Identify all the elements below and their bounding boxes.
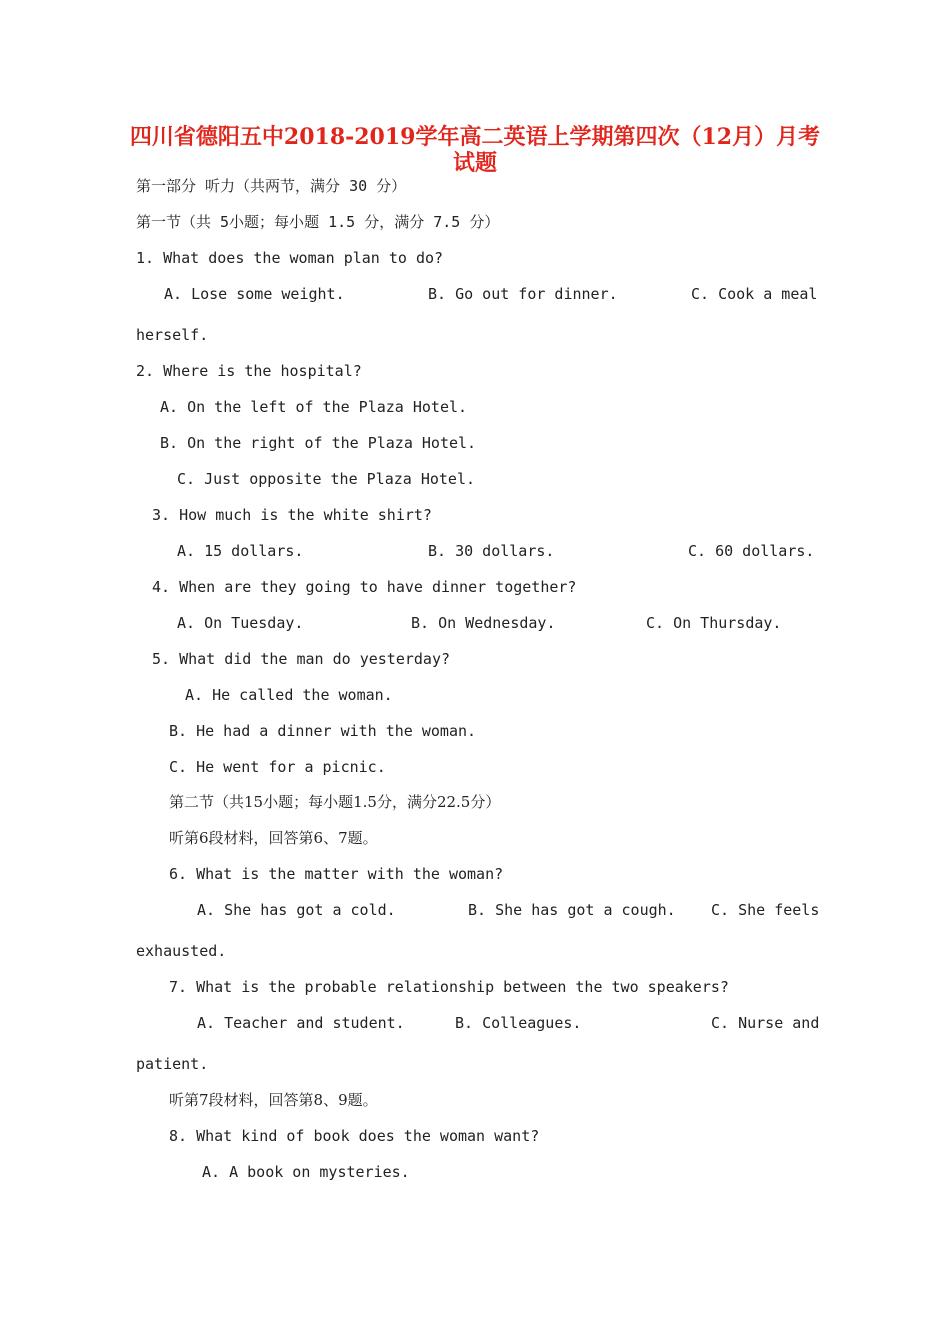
option-b: B. She has got a cough. (468, 901, 676, 919)
option-a: A. He called the woman. (185, 686, 393, 704)
passage-7-instruction: 听第7段材料，回答第8、9题。 (169, 1091, 378, 1109)
question-stem: 8. What kind of book does the woman want? (169, 1127, 540, 1145)
option-a: A. Teacher and student. (197, 1014, 405, 1032)
option-a: A. Lose some weight. (164, 285, 345, 303)
question-stem: 2. Where is the hospital? (136, 362, 362, 380)
question-stem: 5. What did the man do yesterday? (152, 650, 451, 668)
option-c-continued: exhausted. (136, 942, 227, 960)
option-b: B. Go out for dinner. (428, 285, 618, 303)
option-a: A. On the left of the Plaza Hotel. (160, 398, 468, 416)
option-b: B. On the right of the Plaza Hotel. (160, 434, 477, 452)
option-c-continued: patient. (136, 1055, 209, 1073)
section1-heading: 第一节（共 5小题；每小题 1.5 分，满分 7.5 分） (136, 213, 500, 231)
option-c-continued: herself. (136, 326, 209, 344)
option-b: B. He had a dinner with the woman. (169, 722, 477, 740)
part1-heading: 第一部分 听力（共两节，满分 30 分） (136, 177, 407, 195)
question-stem: 6. What is the matter with the woman? (169, 865, 504, 883)
question-stem: 4. When are they going to have dinner together? (152, 578, 577, 596)
option-c: C. Cook a meal (691, 285, 818, 303)
passage-6-instruction: 听第6段材料，回答第6、7题。 (169, 829, 378, 847)
title-line-2: 试题 (452, 150, 497, 176)
option-c: C. Nurse and (711, 1014, 820, 1032)
option-a: A. 15 dollars. (177, 542, 304, 560)
option-c: C. On Thursday. (646, 614, 782, 632)
option-c: C. 60 dollars. (688, 542, 815, 560)
option-c: C. He went for a picnic. (169, 758, 386, 776)
section2-heading: 第二节（共15小题；每小题1.5分，满分22.5分） (169, 793, 501, 811)
option-c: C. Just opposite the Plaza Hotel. (177, 470, 476, 488)
option-a: A. She has got a cold. (197, 901, 396, 919)
option-b: B. Colleagues. (455, 1014, 582, 1032)
option-c: C. She feels (711, 901, 820, 919)
option-b: B. 30 dollars. (428, 542, 555, 560)
option-a: A. On Tuesday. (177, 614, 304, 632)
question-stem: 3. How much is the white shirt? (152, 506, 432, 524)
option-b: B. On Wednesday. (411, 614, 556, 632)
question-stem: 7. What is the probable relationship between the two speakers? (169, 978, 729, 996)
question-stem: 1. What does the woman plan to do? (136, 249, 444, 267)
option-a: A. A book on mysteries. (202, 1163, 410, 1181)
title-line-1: 四川省德阳五中2018-2019学年高二英语上学期第四次（12月）月考 (129, 124, 821, 150)
